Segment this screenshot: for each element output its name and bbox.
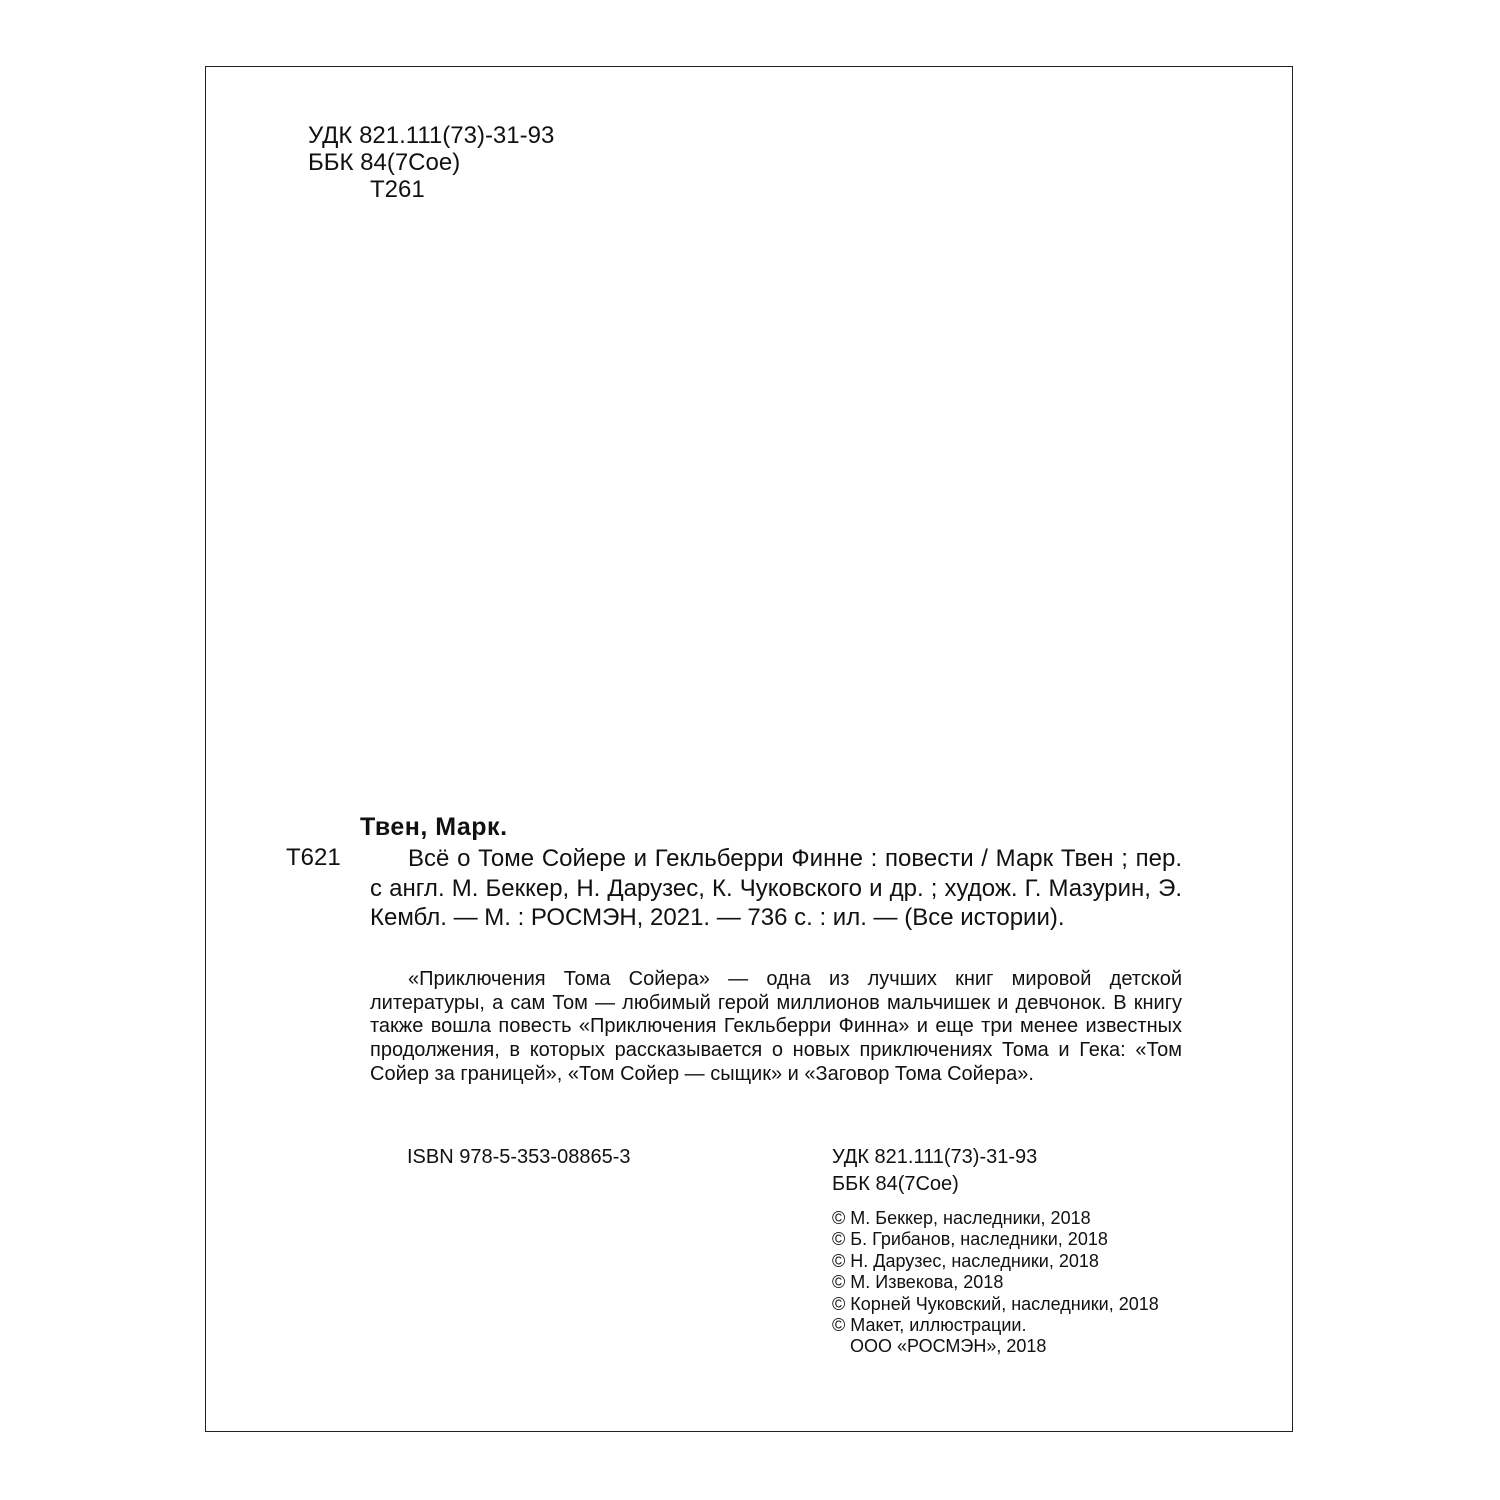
- top-author-sign: Т261: [370, 176, 425, 203]
- author-code: Т621: [286, 844, 341, 871]
- author-heading: Твен, Марк.: [360, 813, 508, 841]
- isbn-number: ISBN 978-5-353-08865-3: [407, 1146, 631, 1168]
- copyright-line: © Н. Дарузес, наследники, 2018: [832, 1250, 1099, 1271]
- bottom-bbk-code: ББК 84(7Сое): [832, 1173, 959, 1195]
- bottom-udk-code: УДК 821.111(73)-31-93: [832, 1146, 1038, 1168]
- copyright-list: [832, 1208, 1159, 1358]
- annotation-text: «Приключения Тома Сойера» — одна из лучших книг мировой детской литературы, а сам Том — любимый герой миллионов мальчишек и девчонок. В книгу также вошла повесть «Приключения Гекльберри Финна» и еще три менее известных продолжения, в которых рассказывается о новых приключениях Тома и Гека: «Том Сойер за границей», «Том Сойер — сыщик» и «Заговор Тома Сойера».: [370, 968, 1182, 1085]
- copyright-line: © М. Извекова, 2018: [832, 1272, 1004, 1293]
- bibliographic-description: Всё о Томе Сойере и Гекльберри Финне : повести / Марк Твен ; пер. с англ. М. Беккер, Н. Дарузес, К. Чуковского и др. ; худож. Г. Мазурин, Э. Кембл. — М. : РОСМЭН, 2021. — 736 с. : ил. — (Все истории).: [370, 845, 1182, 931]
- copyright-line: © Б. Грибанов, наследники, 2018: [832, 1229, 1108, 1250]
- top-classification-block: [308, 122, 554, 203]
- top-udk-code: УДК 821.111(73)-31-93: [308, 122, 555, 149]
- copyright-line: © Корней Чуковский, наследники, 2018: [832, 1293, 1159, 1314]
- copyright-line: © М. Беккер, наследники, 2018: [832, 1208, 1091, 1228]
- bottom-classification-block: [832, 1144, 1037, 1198]
- copyright-line: © Макет, иллюстрации.: [832, 1315, 1027, 1336]
- top-bbk-code: ББК 84(7Сое): [308, 149, 461, 176]
- copyright-line: ООО «РОСМЭН», 2018: [850, 1336, 1047, 1357]
